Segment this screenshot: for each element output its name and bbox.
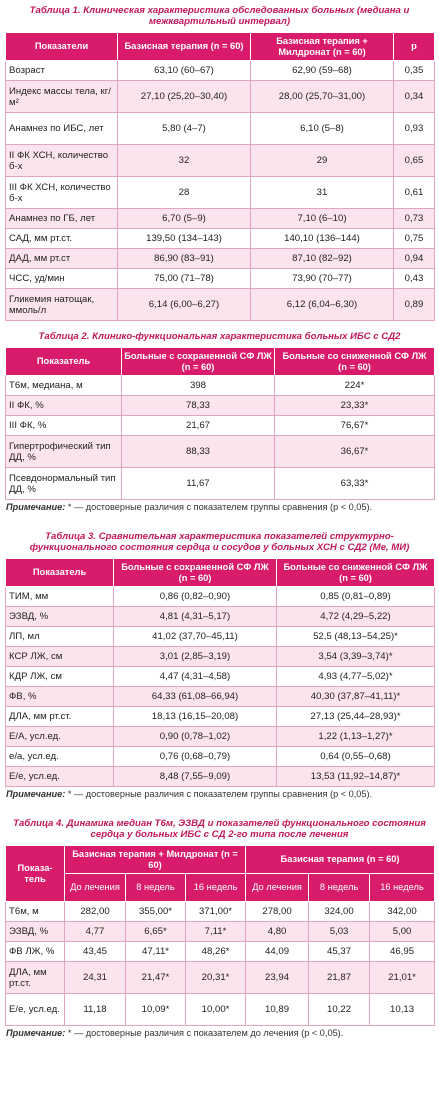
t1-cell: 0,35 — [394, 61, 435, 81]
t4-subheader: До лечения — [65, 874, 126, 902]
t4-cell: 278,00 — [246, 902, 309, 922]
t4-cell: 10,13 — [370, 994, 435, 1026]
t4-cell: 324,00 — [309, 902, 370, 922]
t1-cell: Возраст — [6, 61, 118, 81]
t2-cell: 224* — [275, 376, 435, 396]
t1-cell: 7,10 (6–10) — [251, 209, 394, 229]
t4-cell: ДЛА, мм рт.ст. — [6, 962, 65, 994]
t2-header-param: Показатель — [6, 348, 122, 376]
t1-header-param: Показатели — [6, 33, 118, 61]
t3-cell: 3,54 (3,39–3,74)* — [277, 647, 435, 667]
t1-cell: 86,90 (83–91) — [118, 249, 251, 269]
t2-cell: 23,33* — [275, 396, 435, 416]
t1-cell: 6,14 (6,00–6,27) — [118, 289, 251, 321]
t2-header-reduced: Больные со сниженной СФ ЛЖ (n = 60) — [275, 348, 435, 376]
t4-cell: 21,01* — [370, 962, 435, 994]
t2-cell: 398 — [122, 376, 275, 396]
note-label: Примечание: — [6, 789, 66, 799]
t3-cell: 27,13 (25,44–28,93)* — [277, 707, 435, 727]
t4-cell: ЭЗВД, % — [6, 922, 65, 942]
t1-cell: 6,70 (5–9) — [118, 209, 251, 229]
t2-cell: 63,33* — [275, 468, 435, 500]
t2-cell: 78,33 — [122, 396, 275, 416]
t4-cell: 282,00 — [65, 902, 126, 922]
t1-cell: 0,89 — [394, 289, 435, 321]
t1-cell: 87,10 (82–92) — [251, 249, 394, 269]
t4-cell: 371,00* — [186, 902, 246, 922]
t4-cell: 7,11* — [186, 922, 246, 942]
t3-cell: 0,64 (0,55–0,68) — [277, 747, 435, 767]
t4-cell: 47,11* — [126, 942, 186, 962]
t4-cell: 10,00* — [186, 994, 246, 1026]
t2-cell: III ФК, % — [6, 416, 122, 436]
t4-cell: 24,31 — [65, 962, 126, 994]
t1-cell: 6,12 (6,04–6,30) — [251, 289, 394, 321]
t4-cell: 45,37 — [309, 942, 370, 962]
t1-cell: 28 — [118, 177, 251, 209]
t4-subheader: 16 недель — [370, 874, 435, 902]
t1-cell: 31 — [251, 177, 394, 209]
table2-caption: Таблица 2. Клинико-функциональная характеристика больных ИБС с СД2 — [38, 331, 401, 342]
t3-cell: ЭЗВД, % — [6, 607, 114, 627]
t1-cell: Анамнез по ГБ, лет — [6, 209, 118, 229]
t4-cell: 21,87 — [309, 962, 370, 994]
t3-cell: 64,33 (61,08–66,94) — [114, 687, 277, 707]
table4 — [5, 845, 435, 1026]
t4-cell: 10,89 — [246, 994, 309, 1026]
t1-cell: 0,93 — [394, 113, 435, 145]
note-text: * — достоверные различия с показателем группы сравнения (p < 0,05). — [65, 502, 373, 512]
t3-cell: ФВ, % — [6, 687, 114, 707]
t3-cell: 40,30 (37,87–41,11)* — [277, 687, 435, 707]
t1-cell: 29 — [251, 145, 394, 177]
t1-cell: Гликемия натощак, ммоль/л — [6, 289, 118, 321]
t1-cell: III ФК ХСН, количество б-х — [6, 177, 118, 209]
t4-subheader: До лечения — [246, 874, 309, 902]
t1-cell: 63,10 (60–67) — [118, 61, 251, 81]
t4-subheader: 8 недель — [309, 874, 370, 902]
table1-caption: Таблица 1. Клиническая характеристика обследованных больных (медиана и межквартильный интервал) — [29, 5, 410, 27]
t3-cell: КДР ЛЖ, см — [6, 667, 114, 687]
t1-cell: Анамнез по ИБС, лет — [6, 113, 118, 145]
t3-header-param: Показатель — [6, 559, 114, 587]
t3-cell: 1,22 (1,13–1,27)* — [277, 727, 435, 747]
t1-cell: 27,10 (25,20–30,40) — [118, 81, 251, 113]
t1-cell: 28,00 (25,70–31,00) — [251, 81, 394, 113]
t3-cell: 52,5 (48,13–54,25)* — [277, 627, 435, 647]
t3-cell: 4,81 (4,31–5,17) — [114, 607, 277, 627]
t4-cell: 4,80 — [246, 922, 309, 942]
t4-cell: 11,18 — [65, 994, 126, 1026]
t1-cell: 139,50 (134–143) — [118, 229, 251, 249]
t3-cell: ЛП, мл — [6, 627, 114, 647]
table3-caption: Таблица 3. Сравнительная характеристика показателей структурно-функционального состояния сердца и сосудов у больных ХСН с СД2 (Ме, МИ) — [29, 531, 410, 553]
t4-cell: 5,03 — [309, 922, 370, 942]
note-label: Примечание: — [6, 502, 66, 512]
t3-cell: 8,48 (7,55–9,09) — [114, 767, 277, 787]
t1-cell: 0,61 — [394, 177, 435, 209]
t4-cell: 6,65* — [126, 922, 186, 942]
t1-cell: САД, мм рт.ст. — [6, 229, 118, 249]
t3-cell: 4,93 (4,77–5,02)* — [277, 667, 435, 687]
t3-cell: 41,02 (37,70–45,11) — [114, 627, 277, 647]
t4-cell: Т6м, м — [6, 902, 65, 922]
t3-cell: 4,47 (4,31–4,58) — [114, 667, 277, 687]
t2-cell: 76,67* — [275, 416, 435, 436]
t3-cell: ДЛА, мм рт.ст. — [6, 707, 114, 727]
t4-subheader: 8 недель — [126, 874, 186, 902]
table2 — [5, 347, 435, 500]
t3-cell: ТИМ, мм — [6, 587, 114, 607]
t4-cell: 20,31* — [186, 962, 246, 994]
t3-cell: КСР ЛЖ, см — [6, 647, 114, 667]
t2-header-preserved: Больные с сохраненной СФ ЛЖ (n = 60) — [122, 348, 275, 376]
t1-cell: ДАД, мм рт.ст — [6, 249, 118, 269]
t3-cell: Е/е, усл.ед. — [6, 767, 114, 787]
t1-cell: 0,75 — [394, 229, 435, 249]
t1-cell: 140,10 (136–144) — [251, 229, 394, 249]
t4-cell: 4,77 — [65, 922, 126, 942]
t4-cell: 355,00* — [126, 902, 186, 922]
t2-cell: 36,67* — [275, 436, 435, 468]
table4-note — [6, 1028, 433, 1039]
t4-cell: 342,00 — [370, 902, 435, 922]
t4-cell: 46,95 — [370, 942, 435, 962]
t3-cell: Е/А, усл.ед. — [6, 727, 114, 747]
t4-header-group-mildronate: Базисная терапия + Милдронат (n = 60) — [65, 846, 246, 874]
t3-cell: 18,13 (16,15–20,08) — [114, 707, 277, 727]
table3 — [5, 558, 435, 787]
t3-cell: 4,72 (4,29–5,22) — [277, 607, 435, 627]
t4-cell: ФВ ЛЖ, % — [6, 942, 65, 962]
t2-cell: 88,33 — [122, 436, 275, 468]
table2-note — [6, 502, 433, 513]
table3-note — [6, 789, 433, 800]
t2-cell: Псевдонормальный тип ДД, % — [6, 468, 122, 500]
t4-cell: 23,94 — [246, 962, 309, 994]
t1-cell: 62,90 (59–68) — [251, 61, 394, 81]
t2-cell: 21,67 — [122, 416, 275, 436]
t3-cell: 3,01 (2,85–3,19) — [114, 647, 277, 667]
t1-cell: 5,80 (4–7) — [118, 113, 251, 145]
t4-header-param: Показа-тель — [6, 846, 65, 902]
t3-header-preserved: Больные с сохраненной СФ ЛЖ (n = 60) — [114, 559, 277, 587]
t1-cell: ЧСС, уд/мин — [6, 269, 118, 289]
t4-subheader: 16 недель — [186, 874, 246, 902]
table4-caption: Таблица 4. Динамика медиан Т6м, ЭЗВД и показателей функционального состояния сердца у больных ИБС с СД 2-го типа после лечения — [13, 818, 426, 840]
t4-cell: 43,45 — [65, 942, 126, 962]
t4-header-group-base: Базисная терапия (n = 60) — [246, 846, 435, 874]
t4-cell: 21,47* — [126, 962, 186, 994]
t2-cell: Гипертрофический тип ДД, % — [6, 436, 122, 468]
t1-cell: Индекс массы тела, кг/м² — [6, 81, 118, 113]
t1-cell: 32 — [118, 145, 251, 177]
t3-cell: е/а, усл.ед. — [6, 747, 114, 767]
t4-cell: 10,22 — [309, 994, 370, 1026]
t1-cell: 0,73 — [394, 209, 435, 229]
table1 — [5, 32, 435, 321]
t1-header-mildronate: Базисная терапия + Милдронат (n = 60) — [251, 33, 394, 61]
t4-cell: 48,26* — [186, 942, 246, 962]
note-text: * — достоверные различия с показателем до лечения (p < 0,05). — [65, 1028, 344, 1038]
t3-cell: 0,86 (0,82–0,90) — [114, 587, 277, 607]
t1-cell: 0,94 — [394, 249, 435, 269]
t1-cell: 0,43 — [394, 269, 435, 289]
t1-cell: 75,00 (71–78) — [118, 269, 251, 289]
t2-cell: II ФК, % — [6, 396, 122, 416]
note-label: Примечание: — [6, 1028, 66, 1038]
t1-header-p: p — [394, 33, 435, 61]
t4-cell: 10,09* — [126, 994, 186, 1026]
t3-cell: 0,76 (0,68–0,79) — [114, 747, 277, 767]
t3-cell: 0,90 (0,78–1,02) — [114, 727, 277, 747]
t3-cell: 13,53 (11,92–14,87)* — [277, 767, 435, 787]
t1-cell: 73,90 (70–77) — [251, 269, 394, 289]
t4-cell: 44,09 — [246, 942, 309, 962]
t1-cell: 0,65 — [394, 145, 435, 177]
t1-cell: 0,34 — [394, 81, 435, 113]
t1-cell: II ФК ХСН, количество б-х — [6, 145, 118, 177]
t1-header-base: Базисная терапия (n = 60) — [118, 33, 251, 61]
t1-cell: 6,10 (5–8) — [251, 113, 394, 145]
t2-cell: 11,67 — [122, 468, 275, 500]
note-text: * — достоверные различия с показателем группы сравнения (p < 0,05). — [65, 789, 373, 799]
t4-cell: 5,00 — [370, 922, 435, 942]
t3-cell: 0,85 (0,81–0,89) — [277, 587, 435, 607]
t3-header-reduced: Больные со сниженной СФ ЛЖ (n = 60) — [277, 559, 435, 587]
t2-cell: Т6м, медиана, м — [6, 376, 122, 396]
t4-cell: Е/е, усл.ед. — [6, 994, 65, 1026]
